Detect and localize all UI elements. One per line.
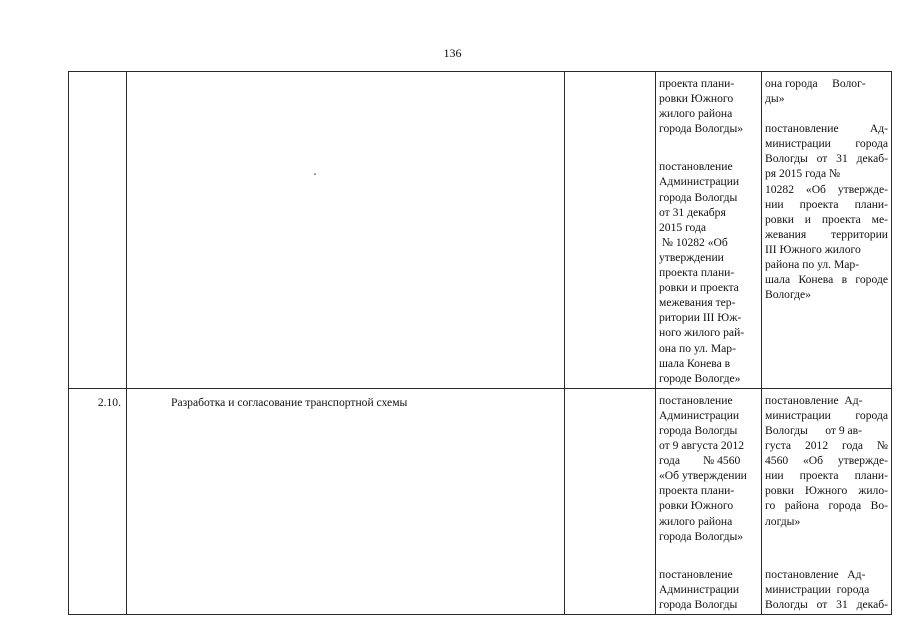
doc-line: нии проекта плани- xyxy=(765,197,888,211)
doc-line: постановление Ад- xyxy=(765,393,863,407)
doc-line: она города Волог- xyxy=(765,77,866,90)
doc-line: министрации города xyxy=(765,582,870,596)
table-row xyxy=(69,388,892,614)
doc-line: района по ул. Мар- xyxy=(765,258,860,272)
item-number-cell xyxy=(69,72,127,389)
approval-document-cell xyxy=(762,72,892,389)
doc-line: густа 2012 года № xyxy=(765,439,888,453)
table-row xyxy=(69,72,892,389)
doc-line: 4560 «Об утвержде- xyxy=(765,454,888,468)
basis-document-cell xyxy=(656,72,762,389)
doc-line: жилого района xyxy=(659,107,733,121)
doc-line: ровки Южного xyxy=(659,92,734,106)
doc-line: Администрации xyxy=(659,408,740,422)
doc-line: Вологды от 31 декаб- xyxy=(765,152,888,166)
doc-line: ритории III Юж- xyxy=(659,311,742,325)
work-name-cell xyxy=(127,72,565,389)
doc-line: жевания территории xyxy=(765,227,888,241)
doc-line: шала Конева в городе xyxy=(765,273,888,287)
doc-line: 10282 «Об утвержде- xyxy=(765,182,888,196)
doc-line: постановление Ад- xyxy=(765,567,866,581)
doc-line: министрации города xyxy=(765,408,888,422)
doc-line: от 31 декабря xyxy=(659,205,726,219)
empty-cell xyxy=(565,388,656,614)
doc-line: министрации города xyxy=(765,137,888,151)
doc-line: III Южного жилого xyxy=(765,242,861,256)
doc-line: города Вологды xyxy=(659,190,738,204)
doc-line: ровки и проекта xyxy=(659,281,739,295)
doc-line: ровки и проекта ме- xyxy=(765,212,888,226)
doc-line: Администрации xyxy=(659,582,740,596)
doc-line: логды» xyxy=(765,514,801,528)
doc-line: она по ул. Мар- xyxy=(659,341,736,355)
doc-line: жилого района xyxy=(659,514,733,528)
doc-line: постановление xyxy=(659,567,733,581)
doc-line: проекта плани- xyxy=(659,77,735,90)
document-table xyxy=(68,71,892,615)
doc-line: Вологды от 31 декаб- xyxy=(765,597,888,611)
doc-line: проекта плани- xyxy=(659,484,735,498)
doc-line: года № 4560 xyxy=(659,454,741,468)
doc-line: «Об утверждении xyxy=(659,469,747,483)
work-name-cell: Разработка и согласование транспортной схемы xyxy=(127,388,565,614)
doc-line: 2015 года xyxy=(659,220,707,234)
doc-line: города Вологды xyxy=(659,423,738,437)
doc-line: постановление xyxy=(659,160,733,174)
doc-line: постановление xyxy=(659,393,733,407)
doc-line: ровки Южного xyxy=(659,499,734,513)
doc-line: ровки Южного жило- xyxy=(765,484,888,498)
page-number: 136 xyxy=(443,46,462,60)
doc-line: постановление Ад- xyxy=(765,122,888,136)
doc-line: города Вологды» xyxy=(659,122,744,136)
doc-line: № 10282 «Об xyxy=(659,235,728,249)
basis-document-cell xyxy=(656,388,762,614)
doc-line: утверждении xyxy=(659,250,724,264)
doc-line: города Вологды» xyxy=(659,529,744,543)
doc-line: Вологде» xyxy=(765,288,811,302)
doc-line: проекта плани- xyxy=(659,266,735,280)
doc-line: межевания тер- xyxy=(659,296,736,310)
doc-line: Вологды от 9 ав- xyxy=(765,423,863,437)
doc-line: от 9 августа 2012 xyxy=(659,439,745,453)
doc-line: города Вологды xyxy=(659,597,738,611)
doc-line: нии проекта плани- xyxy=(765,469,888,483)
doc-line: ного жилого рай- xyxy=(659,326,745,340)
doc-line: ря 2015 года № xyxy=(765,167,841,181)
doc-line: ды» xyxy=(765,92,785,106)
approval-document-cell xyxy=(762,388,892,614)
empty-cell xyxy=(565,72,656,389)
doc-line: го района города Во- xyxy=(765,499,888,513)
doc-line: городе Вологде» xyxy=(659,371,741,385)
doc-line: Администрации xyxy=(659,175,740,189)
item-number-cell: 2.10. xyxy=(69,388,127,614)
doc-line: шала Конева в xyxy=(659,356,731,370)
